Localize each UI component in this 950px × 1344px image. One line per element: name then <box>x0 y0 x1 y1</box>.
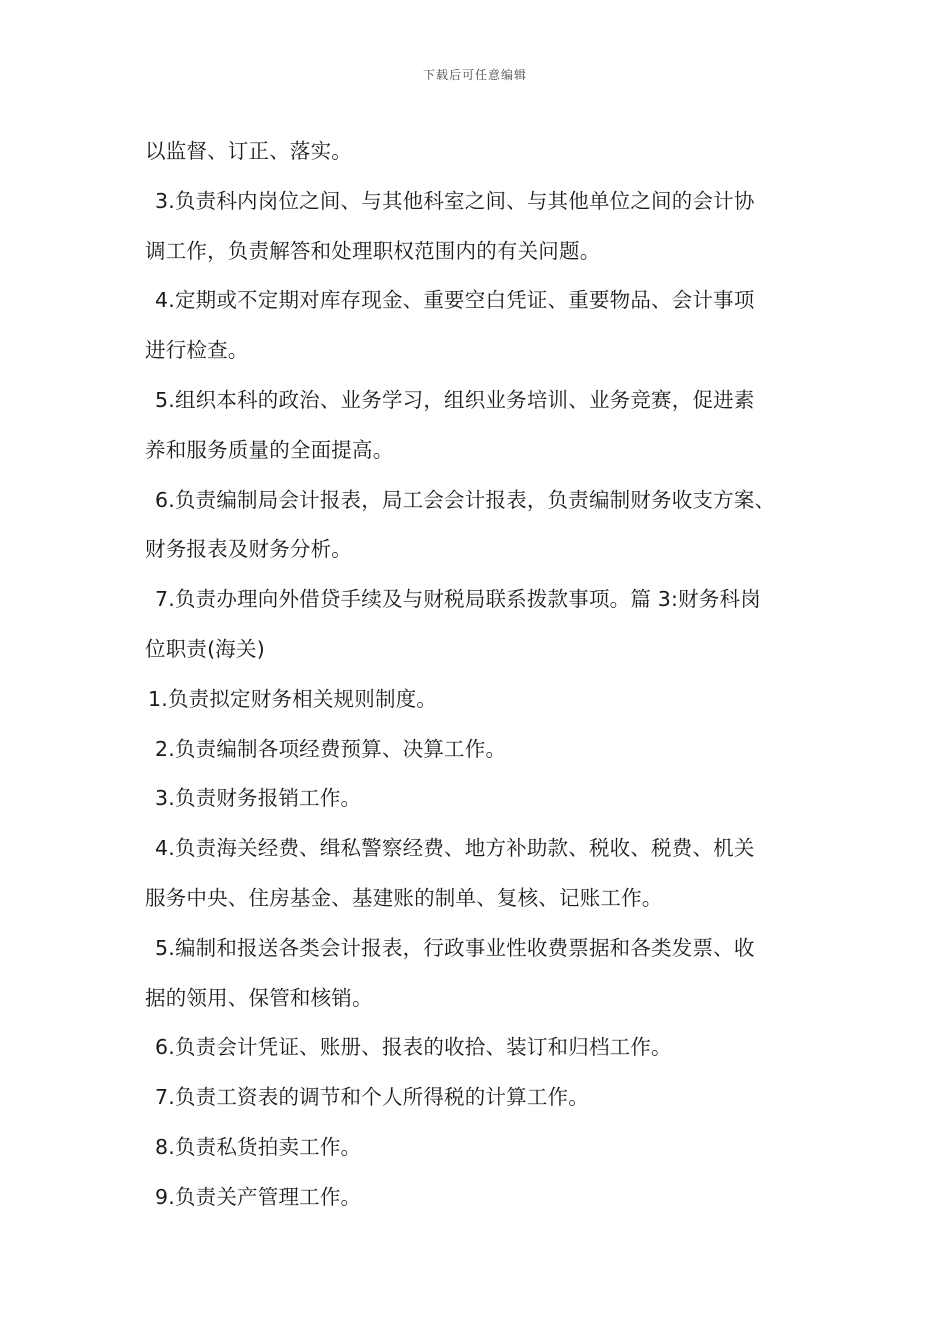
document-body <box>145 131 845 1227</box>
page-header: 下载后可任意编辑 <box>422 68 527 82</box>
paragraph-line: 3.负责科内岗位之间、与其他科室之间、与其他单位之间的会计协 <box>155 188 755 213</box>
paragraph-line: 以监督、订正、落实。 <box>145 139 352 163</box>
paragraph-line: 4.负责海关经费、缉私警察经费、地方补助款、税收、税费、机关 <box>155 836 755 861</box>
paragraph-line: 调工作，负责解答和处理职权范围内的有关问题。 <box>145 238 601 263</box>
paragraph-line: 9.负责关产管理工作。 <box>155 1184 362 1209</box>
paragraph-line: 进行检查。 <box>145 338 249 363</box>
paragraph-line: 养和服务质量的全面提高。 <box>145 437 394 462</box>
paragraph-line: 7.负责办理向外借贷手续及与财税局联系拨款事项。篇 3:财务科岗 <box>155 587 761 612</box>
paragraph-line: 4.定期或不定期对库存现金、重要空白凭证、重要物品、会计事项 <box>155 288 755 313</box>
paragraph-line: 2.负责编制各项经费预算、决算工作。 <box>155 736 507 761</box>
paragraph-line: 1.负责拟定财务相关规则制度。 <box>148 686 438 711</box>
paragraph-line: 7.负责工资表的调节和个人所得税的计算工作。 <box>155 1085 589 1110</box>
paragraph-line: 财务报表及财务分析。 <box>145 537 352 562</box>
paragraph-line: 6.负责会计凭证、账册、报表的收拾、装订和归档工作。 <box>155 1035 672 1060</box>
paragraph-line: 位职责(海关) <box>145 636 265 661</box>
paragraph-line: 3.负责财务报销工作。 <box>155 786 362 811</box>
paragraph-line: 6.负责编制局会计报表，局工会会计报表，负责编制财务收支方案、 <box>155 487 776 512</box>
paragraph-line: 5.编制和报送各类会计报表，行政事业性收费票据和各类发票、收 <box>155 935 755 960</box>
paragraph-line: 5.组织本科的政治、业务学习，组织业务培训、业务竞赛，促进素 <box>155 387 755 412</box>
paragraph-line: 服务中央、住房基金、基建账的制单、复核、记账工作。 <box>145 885 663 910</box>
paragraph-line: 8.负责私货拍卖工作。 <box>155 1134 362 1159</box>
paragraph-line: 据的领用、保管和核销。 <box>145 985 373 1010</box>
